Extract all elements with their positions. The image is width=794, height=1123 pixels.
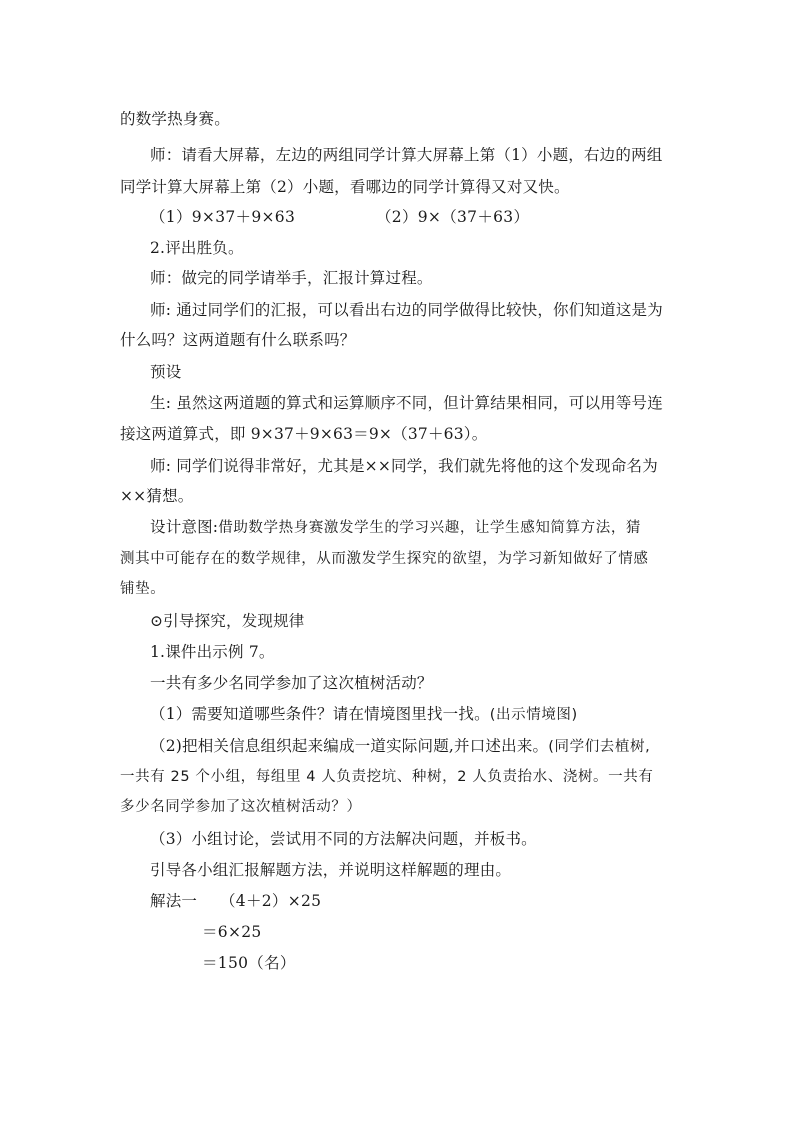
expression-1: （1）9×37＋9×63	[150, 208, 296, 226]
step-heading: 1.课件出示例 7。	[150, 643, 275, 661]
solution-step: ＝6×25	[202, 923, 262, 941]
question-line: （3）小组讨论，尝试用不同的方法解决问题，并板书。	[150, 830, 537, 848]
design-intent-text: 铺垫。	[120, 581, 166, 597]
paragraph-line: 的数学热身赛。	[120, 110, 230, 128]
teacher-speech-line: 师: 同学们说得非常好，尤其是××同学，我们就先将他的这个发现命名为	[150, 457, 658, 475]
paragraph-line: 接这两道算式，即 9×37＋9×63＝9×（37＋63）。	[120, 425, 488, 443]
question-text: （2)把相关信息组织起来编成一道实际问题,并口述出来。	[150, 737, 549, 755]
question-line	[150, 736, 650, 757]
paragraph-line: 引导各小组汇报解题方法，并说明这样解题的理由。	[150, 861, 512, 879]
teacher-speech-line: 师: 通过同学们的汇报，可以看出右边的同学做得比较快，你们知道这是为	[150, 301, 663, 319]
paragraph-line: 什么吗？这两道题有什么联系吗？	[120, 331, 356, 349]
student-speech-line: 生: 虽然这两道题的算式和运算顺序不同，但计算结果相同，可以用等号连	[150, 394, 663, 412]
question-text: （1）需要知道哪些条件？请在情境图里找一找。	[150, 705, 490, 723]
step-heading: 2.评出胜负。	[150, 239, 244, 257]
design-intent-text: 借助数学热身赛激发学生的学习兴趣，让学生感知简算方法，猜	[218, 520, 642, 536]
question-line	[150, 704, 578, 725]
solution-step: （4＋2）×25	[220, 892, 322, 910]
solution-label: 解法一	[150, 892, 198, 910]
teacher-speech-line: 师：请看大屏幕，左边的两组同学计算大屏幕上第（1）小题，右边的两组	[150, 146, 663, 164]
solution-step: ＝150（名）	[202, 954, 296, 972]
question-note: (出示情境图)	[489, 707, 578, 723]
design-intent-label: 设计意图:	[150, 518, 219, 536]
question-note: 一共有 25 个小组，每组里 4 人负责挖坑、种树，2 人负责抬水、浇树。一共有	[120, 769, 654, 785]
paragraph-line: ××猜想。	[120, 487, 194, 505]
question-note: 多少名同学参加了这次植树活动？）	[120, 799, 362, 815]
design-intent-text: 测其中可能存在的数学规律，从而激发学生探究的欲望，为学习新知做好了情感	[120, 551, 649, 567]
design-intent-line	[150, 517, 641, 538]
problem-question: 一共有多少名同学参加了这次植树活动？	[150, 674, 433, 692]
preset-label: 预设	[150, 363, 182, 381]
section-heading: ⊙引导探究，发现规律	[150, 612, 305, 630]
teacher-speech-line: 师：做完的同学请举手，汇报计算过程。	[150, 269, 433, 287]
paragraph-line: 同学计算大屏幕上第（2）小题，看哪边的同学计算得又对又快。	[120, 178, 570, 196]
question-note: (同学们去植树,	[548, 739, 651, 755]
expression-2: （2）9×（37＋63）	[376, 208, 530, 226]
